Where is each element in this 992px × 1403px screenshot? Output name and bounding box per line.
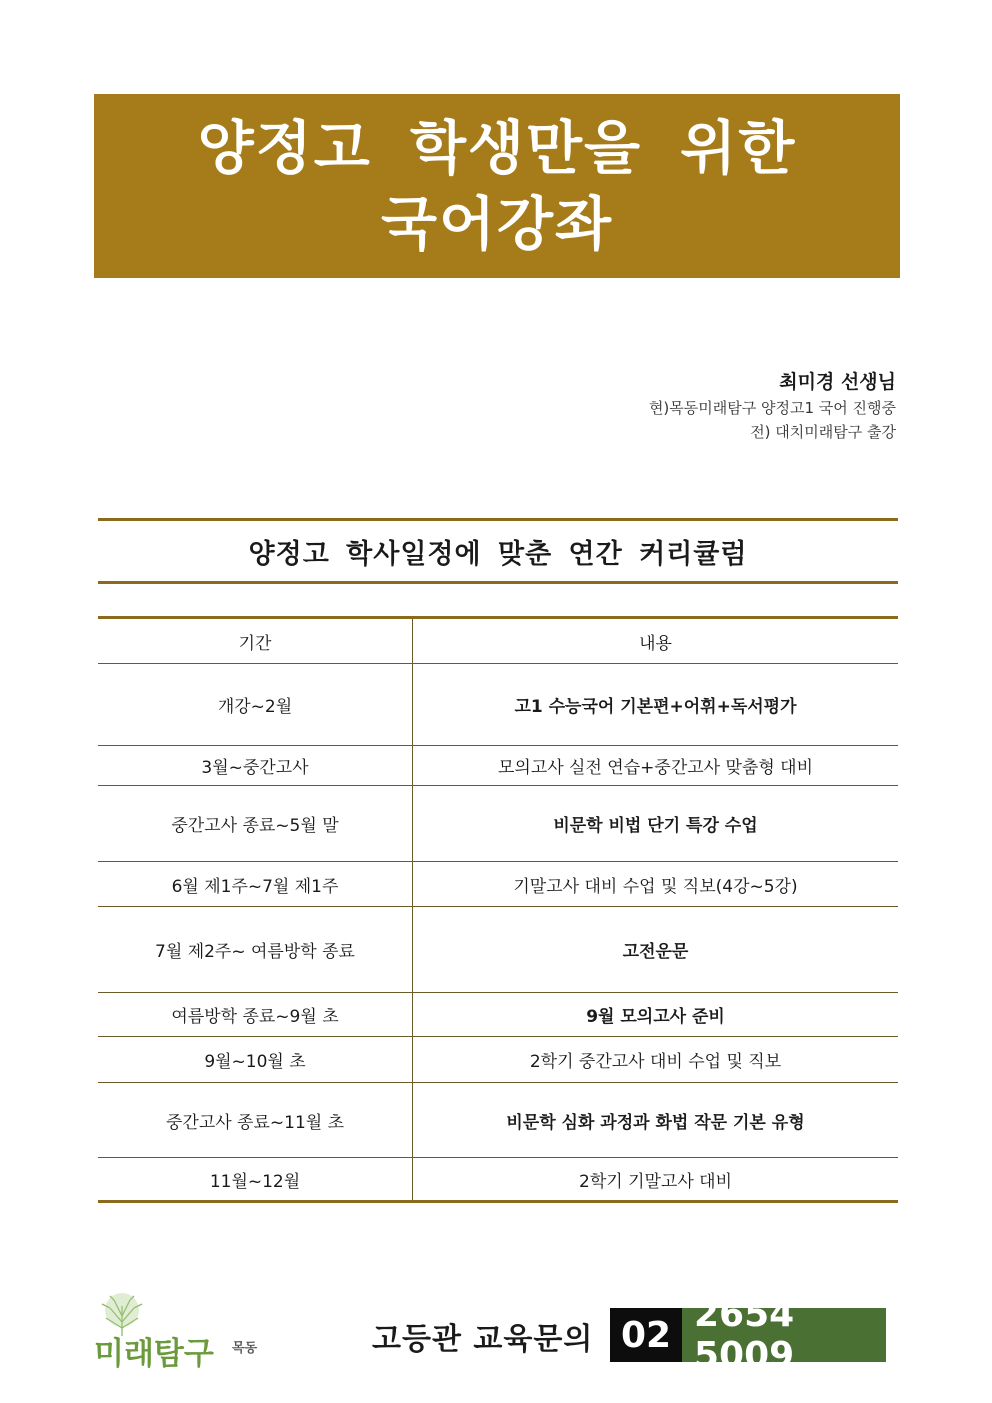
teacher-name: 최미경 선생님 bbox=[779, 371, 896, 393]
header-period: 기간 bbox=[98, 618, 413, 664]
phone-area-code: 02 bbox=[610, 1308, 682, 1362]
content-cell: 비문학 비법 단기 특강 수업 bbox=[413, 786, 899, 862]
content-cell: 기말고사 대비 수업 및 직보(4강~5강) bbox=[413, 862, 899, 907]
content-cell: 2학기 중간고사 대비 수업 및 직보 bbox=[413, 1037, 899, 1083]
content-cell: 고1 수능국어 기본편+어휘+독서평가 bbox=[413, 664, 899, 746]
period-cell: 11월~12월 bbox=[98, 1158, 413, 1202]
tree-logo-icon bbox=[92, 1292, 272, 1372]
phone-number: 2654 5009 bbox=[682, 1308, 886, 1362]
period-cell: 개강~2월 bbox=[98, 664, 413, 746]
table-row bbox=[98, 746, 898, 786]
period-cell: 여름방학 종료~9월 초 bbox=[98, 993, 413, 1037]
period-cell: 3월~중간고사 bbox=[98, 746, 413, 786]
content-cell: 고전운문 bbox=[413, 907, 899, 993]
period-cell: 6월 제1주~7월 제1주 bbox=[98, 862, 413, 907]
table-header-row bbox=[98, 618, 898, 664]
period-cell: 9월~10월 초 bbox=[98, 1037, 413, 1083]
header-content: 내용 bbox=[413, 618, 899, 664]
logo-sub-text: 목동 bbox=[232, 1341, 258, 1356]
logo-main-text: 미래탐구 bbox=[94, 1336, 214, 1372]
period-cell: 7월 제2주~ 여름방학 종료 bbox=[98, 907, 413, 993]
contact-label: 고등관 교육문의 bbox=[372, 1322, 594, 1357]
content-cell: 비문학 심화 과정과 화법 작문 기본 유형 bbox=[413, 1083, 899, 1158]
content-cell: 모의고사 실전 연습+중간고사 맞춤형 대비 bbox=[413, 746, 899, 786]
table-row bbox=[98, 993, 898, 1037]
table-row bbox=[98, 664, 898, 746]
table-row bbox=[98, 1037, 898, 1083]
teacher-info bbox=[649, 368, 896, 444]
table-row bbox=[98, 786, 898, 862]
content-cell: 9월 모의고사 준비 bbox=[413, 993, 899, 1037]
curriculum-title: 양정고 학사일정에 맞춘 연간 커리큘럼 bbox=[98, 518, 898, 584]
miraetamgu-logo bbox=[92, 1292, 272, 1372]
teacher-career-past: 전) 대치미래탐구 출강 bbox=[750, 423, 896, 441]
period-cell: 중간고사 종료~5월 말 bbox=[98, 786, 413, 862]
content-cell: 2학기 기말고사 대비 bbox=[413, 1158, 899, 1202]
table-row bbox=[98, 1158, 898, 1202]
phone-number-box bbox=[610, 1294, 886, 1376]
table-row bbox=[98, 862, 898, 907]
banner-title-line1: 양정고 학생만을 위한 bbox=[197, 114, 797, 182]
banner-title-line2: 국어강좌 bbox=[380, 190, 614, 258]
period-cell: 중간고사 종료~11월 초 bbox=[98, 1083, 413, 1158]
title-banner bbox=[94, 94, 900, 278]
table-row bbox=[98, 907, 898, 993]
teacher-career-current: 현)목동미래탐구 양정고1 국어 진행중 bbox=[648, 399, 896, 417]
curriculum-table bbox=[98, 616, 898, 1203]
table-row bbox=[98, 1083, 898, 1158]
table-body bbox=[98, 664, 898, 1202]
